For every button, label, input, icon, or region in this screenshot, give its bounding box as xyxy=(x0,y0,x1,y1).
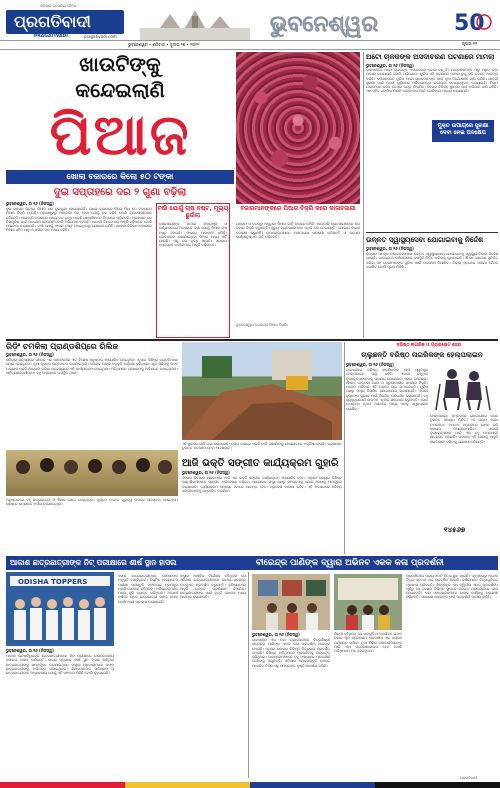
neet-story-body-1: ଆକାଶ ଇନଷ୍ଟିଚ୍ୟୁଟର ଛାତ୍ରଛାତ୍ରୀମାନେ ନିଟ୍ ପରୀକ୍ଷାରେ ଉଲ୍ଲେଖନୀୟ ସଫଳତା ହାସଲ କରିଛନ୍ତି। ରାଜ୍ୟ ସ୍ତରରେ ଶୀର୍ଷ ସ୍ଥାନ ହାସଲ କରିଥିବା ଛାତ୍ରଛାତ୍ରୀଙ୍କୁ ସମ୍ବର୍ଦ୍ଧିତ କରାଯାଇଥିଲା। ସଂସ୍ଥାର ଅଧିକାରୀମାନେ ସଫଳ ଛାତ୍ରଛାତ୍ରୀଙ୍କୁ ଅଭିନନ୍ଦନ ଜଣାଇଥିଲେ। ଶିକ୍ଷକମାନଙ୍କ ପରିଶ୍ରମ ଓ ଛାତ୍ରଛାତ୍ରୀଙ୍କ ଅଧ୍ୟବସାୟ ଯୋଗୁଁ ଏହି ସଫଳତା ମିଳିଛି ବୋଲି କୁହାଯାଇଛି। xyxy=(6,654,114,676)
event-story-headline: ରିଡ଼ିଂ ଚମକିଲା ପ୍ରାଣ୍ଡଶିପ୍‌ରେ ରିଲିଜ xyxy=(6,342,118,351)
monument-illustration xyxy=(140,6,250,40)
health-story-byline: ଭୁବନେଶ୍ୱର, ତା ୨୬ (ନିଜସ୍ୱ) xyxy=(366,246,414,251)
event-story-byline: ଭୁବନେଶ୍ୱର, ତା ୨୬ (ନିଜସ୍ୱ) xyxy=(6,352,54,357)
event-story-body-2: ଅନୁଷ୍ଠାନରେ ବହୁ ଛାତ୍ରଛାତ୍ରୀ ଓ ଶିକ୍ଷକ ଯୋଗ ଦେଇଥିଲେ। ପୁସ୍ତକ ପଠନର ଗୁରୁତ୍ୱ ଉପରେ ଆଲୋଚନା ହୋଇଥିଲା। ଶେଷରେ ଧନ୍ୟବାଦ ଅର୍ପଣ କରାଯାଇଥିଲା। xyxy=(6,498,178,507)
lead-byline: ଭୁବନେଶ୍ୱର, ତା ୨୬ (ନିଜସ୍ୱ) xyxy=(6,201,54,206)
helpline-byline: ଭୁବନେଶ୍ୱର, ତା ୨୬ (ନିଜସ୍ୱ) xyxy=(346,362,394,367)
neet-story-body-2: ସଫଳ ଛାତ୍ରଛାତ୍ରୀମାନେ ସେମାନଙ୍କ ଅନୁଭୂତି ବାଣ୍ଟିଥିଲେ। ନିୟମିତ ଅଭ୍ୟାସ ଓ ପରୀକ୍ଷା ପ୍ରସ୍ତୁତି ସଫଳତାର ମୂଳମନ୍ତ୍ର ବୋଲି ସେମାନେ କହିଥିଲେ। ଅଭିଭାବକମାନେ ମଧ୍ୟ ଖୁସି ବ୍ୟକ୍ତ କରିଥିଲେ। ଆଗାମୀ ବର୍ଷରେ ଅଧିକ ଛାତ୍ରଛାତ୍ରୀ ସଫଳ ହେବେ ବୋଲି ଆଶା ପ୍ରକାଶ କରାଯାଇଛି। xyxy=(118,574,178,604)
helpline-number: ୧୪୫୬୭ xyxy=(444,526,466,534)
helpline-body-right: ହେଲ୍ପଲାଇନ ନମ୍ବରରେ ଯୋଗାଯୋଗ କଲେ ତୁରନ୍ତ ସହାୟତା ମିଳିବ। ୨୪ ଘଣ୍ଟା ସେବା ଉପଲବ୍ଧ। ୧୪୫୬୭ ନମ୍ବରରେ ଫୋନ କରି ସହାୟତା ନିଆଯାଇପାରିବ। ଏକାକୀ ବୃଦ୍ଧବୃଦ୍ଧାଙ୍କ ପାଇଁ ଏହା ବହୁ ଉପଯୋଗୀ ସାବ୍ୟସ୍ତ ହୋଇଛି। ସରକାର ଏହି ସେବାକୁ ଆହୁରି ଶକ୍ତିଶାଳୀ କରିବାକୁ ଯୋଜନା କରିଛନ୍ତି। xyxy=(430,414,498,444)
neet-story-body-3: ସଂସ୍ଥାର ଆଞ୍ଚଳିକ ନିର୍ଦ୍ଦେଶକ କହିଥିଲେ ଯେ ଓଡ଼ିଶାର ଛାତ୍ରଛାତ୍ରୀମାନେ ଜାତୀୟ ସ୍ତରରେ ଉତ୍କୃଷ୍ଟ ପ୍ରଦର୍ଶନ କରୁଛନ୍ତି। ଭବିଷ୍ୟତରେ ଆହୁରି ଉନ୍ନତ ପ୍ରଶିକ୍ଷଣ ଦିଆଯିବ। ଛାତ୍ରଛାତ୍ରୀଙ୍କ ପାଇଁ ବୃତ୍ତି ଯୋଜନା ମଧ୍ୟ ଆରମ୍ଭ କରାଯାଇଛି। xyxy=(180,574,246,600)
lead-body: ଦୁଇ ସପ୍ତାହ ଭିତରେ ପିଆଜ ଦର ଦୁଇଗୁଣା ହୋଇଯାଇଛି। ଖୋଲା ବଜାରରେ କିଲୋ ପିଛା ୫୦ ଟଙ୍କାରେ ପିଆଜ ବିକ୍ରି ହେଉଛି। ମହାରାଷ୍ଟ୍ରରୁ ଆମଦାନୀ କମ୍ ହେବା ଯୋଗୁଁ ଦର ବଢ଼ିଛି ବୋଲି ବ୍ୟବସାୟୀମାନେ କହିଛନ୍ତି। ପାଇକାରି ବଜାରରେ ମଧ୍ୟ ଦର ବୃଦ୍ଧି ପାଇଛି। ଖାଉଟିମାନେ ଚିନ୍ତାରେ ପଡ଼ିଛନ୍ତି। ପ୍ରଶାସନ ଦର ନିୟନ୍ତ୍ରଣ ପାଇଁ ପଦକ୍ଷେପ ନେଉନାହିଁ ବୋଲି ଅଭିଯୋଗ ହେଉଛି। ଆଗାମୀ ଦିନରେ ଦର ଆହୁରି ବଢ଼ିପାରେ ବୋଲି ଆଶଙ୍କା କରାଯାଉଛି। ବର୍ଷା ଯୋଗୁଁ ଫସଲ ନଷ୍ଟ ହୋଇଥିବାରୁ ଯୋଗାଣ କମିଛି। ସହରର ବିଭିନ୍ନ ବଜାରରେ ପିଆଜ ସହିତ ଆଳୁ ଓ ପରିବା ଦର ମଧ୍ୟ ବଢ଼ିଛି। xyxy=(6,207,152,233)
sand-pile-photo xyxy=(182,342,342,440)
helpline-headline: ଚାଲୁଛନ୍ତି ବରିଷ୍ଠ ନାଗରିକଙ୍କ ହେଲ୍ପଲାଇନ xyxy=(361,351,483,359)
neet-story-headline: ଆକାଶ ଛାତ୍ରଛାତ୍ରୀଙ୍କ ନିଟ୍ ପରୀକ୍ଷାରେ ଶୀର୍ଷ ସ୍ଥାନ ହାସଲ xyxy=(6,556,246,570)
toppers-group-photo xyxy=(6,572,114,646)
anniversary-number: 50 xyxy=(454,11,485,36)
logo-subtitle: PRAGATIVADI xyxy=(34,34,68,39)
edition-name: ଭୁବନେଶ୍ୱର xyxy=(270,12,379,37)
anniversary-emblem xyxy=(440,6,494,38)
dateline: ଭୁବନେଶ୍ୱର • ଶନିବାର • ଜୁଲାଇ ୨୭ • ୨୦୨୨ xyxy=(128,42,200,47)
page-folio: ପ୍ରଗତିବାଦୀ xyxy=(460,776,478,780)
sidebar-box-2-body: ଗଞ୍ଜାମ ଓ କଟକରୁ ଆସୁଥିବା ପିଆଜ ଗାଡ଼ି ସଂଖ୍ୟା କମିଛି। ପାଇକାରି ବ୍ୟବସାୟୀମାନେ ଦର ବଢ଼ାଇ ବିକ୍ରି କରୁଛନ୍ତି। ଖୁଚୁରା ବ୍ୟବସାୟୀମାନେ ଅଧିକ ଦର ନେଉଛନ୍ତି। ଯୋଗାଣ ବିଭାଗ ତଦାରଖ କରୁନାହିଁ। ଉପଭୋକ୍ତାମାନେ ଅସନ୍ତୋଷ ପ୍ରକାଶ କରିଛନ୍ତି ଓ କଠୋର କାର୍ଯ୍ୟାନୁଷ୍ଠାନ ଦାବି କରିଛନ୍ତି। xyxy=(236,222,360,239)
toppers-banner-text: ODISHA TOPPERS xyxy=(18,578,88,586)
sidebar-box-1-headline: ବର୍ଷା ଯୋଗୁଁ ଚାଷ ନଷ୍ଟ, ମୂଲ୍ୟ ଛୁଉଁଲା xyxy=(157,205,229,219)
music-story-headline: ଆଜି ଭକ୍ତି ସଙ୍ଗୀତ କାର୍ଯ୍ୟକ୍ରମ ଗୁହାରି xyxy=(182,458,339,469)
neet-story-byline: ଭୁବନେଶ୍ୱର, ତା ୨୬ (ନିଜସ୍ୱ) xyxy=(6,648,54,653)
art-exhibition-photo-2 xyxy=(334,574,402,630)
helpline-body: ରାଜଧାନୀରେ ବରିଷ୍ଠ ନାଗରିକଙ୍କ ପାଇଁ ସ୍ୱତନ୍ତ୍ର ହେଲ୍ପଲାଇନ ଚାଲୁ ରହିଛି। ଏକାକୀ ରହୁଥିବା ବୃଦ୍ଧବୃଦ୍ଧାମାନଙ୍କୁ ସହାୟତା ଯୋଗାଇବା ଏହାର ଉଦ୍ଦେଶ୍ୟ। ଔଷଧ, ଡାକ୍ତରୀ ସେବା ଓ ଜରୁରୀକାଳୀନ ସହାୟତା ମିଳୁଛି। ଅନେକ ପରିବାର ଏହି ସେବାର ଲାଭ ଉଠାଉଛନ୍ତି। ପୁଲିସ ପକ୍ଷରୁ ମଧ୍ୟ ନିୟମିତ ଯୋଗାଯୋଗ ରଖାଯାଉଛି। ଏକାକୀ ବୃଦ୍ଧଙ୍କ ସୁରକ୍ଷା ପାଇଁ ନିୟମିତ ପରିଦର୍ଶନ କରାଯାଉଛି। ବହୁ ସ୍ୱେଚ୍ଛାସେବୀ ସଂଗଠନ ଏଥିରେ ସହଯୋଗ କରୁଛନ୍ତି। ସେବା ଉପଲବ୍ଧ ନଥିବା ଅଞ୍ଚଳରେ ମଧ୍ୟ ଏହାକୁ ସମ୍ପ୍ରସାରଣ କରାଯିବ। xyxy=(346,368,428,411)
lead-kicker-1: ଖାଉଟିଙ୍କୁ xyxy=(79,52,161,76)
sidebar-box-1-body: ବ୍ୟବସାୟୀଙ୍କ ମତରେ ମହାରାଷ୍ଟ୍ର ଓ କର୍ଣ୍ଣାଟକରେ ଅତ୍ୟଧିକ ବର୍ଷା ଯୋଗୁଁ ପିଆଜ ଚାଷ ନଷ୍ଟ ହୋଇଛି। ଫଳରେ ଆମଦାନୀ କମିଛି। ଗୋଦାମରେ ରଖାଯାଇଥିବା ପିଆଜ ମଧ୍ୟ ପଚି ଯାଉଛି। ଏଣୁ ଦର ବୃଦ୍ଧି ପାଉଛି। ସରକାର ହସ୍ତକ୍ଷେପ ନକଲେ ଦର ଆହୁରି ବଢ଼ିପାରେ। xyxy=(159,222,227,248)
art-story-byline: ଭୁବନେଶ୍ୱର, ତା ୨୬ (ନିଜସ୍ୱ) xyxy=(252,632,300,637)
art-exhibition-photo-1 xyxy=(252,574,330,630)
helpline-kicker: ବରିଷ୍ଠ ନାଗରିକ ଓ ପ୍ରାଇଭେଟ ସେବା xyxy=(396,343,462,348)
sidebar-box-2-caption: ଭୁବନେଶ୍ୱର ବଜାରରେ ପିଆଜ ବିକ୍ରି। xyxy=(236,323,289,327)
lead-headline: ପିଆଜ xyxy=(49,103,191,168)
health-story-headline: ଉନ୍ନତ ସ୍ୱାସ୍ଥ୍ୟସେବା ଯୋଗାଇବାକୁ ନିର୍ଦ୍ଦେଶ xyxy=(366,236,484,244)
lead-deck-subhead: ଦୁଇ ସପ୍ତାହରେ ଦର ୨ ଗୁଣା ବଢ଼ିଲା xyxy=(53,187,187,198)
event-group-photo xyxy=(6,450,178,496)
masthead-tagline: ଓଡ଼ିଶାର ଜନପ୍ରିୟ ଦୈନିକ xyxy=(40,4,77,8)
auto-story-headline: ଅଟୋ ଚାଳକଙ୍କ ଅସଦାଚରଣ ଘଟଣାରେ ମାମଲା xyxy=(366,53,495,61)
art-story-headline: ବୀରେନ୍ଦ୍ର ପାଣିଙ୍କ ଦ୍ୱାରା ଅଭିନବ ଏକକ କଳା ପ୍ରଦର୍ଶନୀ xyxy=(246,556,498,570)
music-story-body: ସହରର ରବୀନ୍ଦ୍ର ମଣ୍ଡପରେ ଆଜି ଏକ ଭକ୍ତି ସଙ୍ଗୀତ କାର୍ଯ୍ୟକ୍ରମ ଆୟୋଜିତ ହେବ। ଏଥିରେ ରାଜ୍ୟର ବିଶିଷ୍ଟ କଣ୍ଠଶିଳ୍ପୀମାନେ ସଙ୍ଗୀତ ପରିବେଷଣ କରିବେ। ଆୟୋଜକ ସଂସ୍ଥା ପକ୍ଷରୁ ସମସ୍ତଙ୍କୁ ଯୋଗ ଦେବାକୁ ଆମନ୍ତ୍ରଣ କରାଯାଇଛି। କାର୍ଯ୍ୟକ୍ରମ ସନ୍ଧ୍ୟା ୬ଟାରେ ଆରମ୍ଭ ହେବ। ପ୍ରବେଶ ମାଗଣା ରହିବ। ଏହି ଅବସରରେ ବରିଷ୍ଠ ସଙ୍ଗୀତଜ୍ଞଙ୍କୁ ସମ୍ମାନିତ କରାଯିବ। xyxy=(182,476,342,493)
elderly-couple-illustration xyxy=(430,364,496,412)
auto-story-body: ରାଜଧାନୀରେ ଅଟୋ ଚାଳକଙ୍କ ଅସଦାଚରଣ ଘଟଣା ବଢ଼ୁଛି। ଯାତ୍ରୀମାନଙ୍କ ଠାରୁ ଅଧିକ ଭଡ଼ା ଆଦାୟ କରାଯାଉଛି ବୋଲି ଅଭିଯୋଗ। ପୁଲିସ ଏହି ଘଟଣାରେ ମାମଲା ରୁଜୁ କରି ତଦନ୍ତ ଆରମ୍ଭ କରିଛି। କମିଶନରେଟ ପୁଲିସ ଅଟୋ ଚାଳକମାନଙ୍କ ପାଇଁ ନୂଆ ନିର୍ଦ୍ଦେଶନାମା ଜାରି କରିଛି। ଯାତ୍ରୀ ସୁରକ୍ଷା ପାଇଁ ଅଟୋ ଗୁଡ଼ିକରେ ପରିଚୟପତ୍ର ଲଗାଇବା ବାଧ୍ୟତାମୂଳକ କରାଯାଇଛି। ନିୟମ ଉଲ୍ଲଂଘନ କଲେ କଠୋର ଦଣ୍ଡ ଦିଆଯିବ। ସହରର ବିଭିନ୍ନ ସ୍ଥାନରେ ଯାଞ୍ଚ ଅଭିଯାନ ଜାରି ରହିଛି। ଏହା ସହିତ ଟ୍ରାଫିକ ନିୟମ ଉଲ୍ଲଂଘନ ପାଇଁ ଜୋରିମାନା ଆଦାୟ କରାଯାଉଛି। xyxy=(366,68,498,94)
auto-story-callout: ମୁକ୍ତ ଉପାୟରେ ସୁରକ୍ଷା ଦେବା ନେଇ ପଦକ୍ଷେପ xyxy=(432,120,494,142)
auto-story-byline: ଭୁବନେଶ୍ୱର, ତା ୨୬ (ନିଜସ୍ୱ) xyxy=(366,63,414,68)
art-story-body-2: ଶିଳ୍ପୀ କହିଥିଲେ ଯେ ପ୍ରକୃତି ଓ ଜନଜୀବନ ତାଙ୍କ କଳାର ମୂଳ ପ୍ରେରଣା। ପ୍ରଦର୍ଶନୀ ଏକ ସପ୍ତାହ ପର୍ଯ୍ୟନ୍ତ ଚାଲିବ। ନୂଆ ପିଢ଼ିର କଳାକାରମାନଙ୍କ ପାଇଁ ଏହା ପ୍ରେରଣାଦାୟକ ହେବ ବୋଲି ଅତିଥିମାନେ ମତ ଦେଇଥିଲେ। xyxy=(334,632,402,654)
website-url: pragativadi.com xyxy=(84,34,117,39)
art-story-body-3: ପ୍ରଦର୍ଶନୀରେ ପ୍ରାୟ ୫୦ଟି ଚିତ୍ର ସ୍ଥାନ ପାଇଛି। ଏଥିମଧ୍ୟରୁ ଅନେକ ଚିତ୍ର ପ୍ରଥମ ଥର ପ୍ରଦର୍ଶିତ ହେଉଛି। ଦର୍ଶକମାନେ ଚିତ୍ରଗୁଡ଼ିକର ପ୍ରଶଂସା କରିଛନ୍ତି। ଶିଳ୍ପୀଙ୍କ ଏହା ଦ୍ୱିତୀୟ ଏକକ ପ୍ରଦର୍ଶନୀ। ପୂର୍ବରୁ ସେ ଦେଶର ବିଭିନ୍ନ ସ୍ଥାନରେ ଦଳଗତ ପ୍ରଦର୍ଶନୀରେ ଭାଗ ନେଇଛନ୍ତି। କଳା ସମାଲୋଚକମାନେ ତାଙ୍କ କାର୍ଯ୍ୟକୁ ପ୍ରଶଂସା କରିଛନ୍ତି। ସାଧାରଣ ଲୋକଙ୍କ ପାଇଁ ପ୍ରଦର୍ଶନୀ ମାଗଣା ରହିଛି। xyxy=(406,574,498,600)
page-number: ପୃଷ୍ଠା-୧୧ xyxy=(462,41,478,46)
newspaper-logo: ପ୍ରଗତିବାଦୀ xyxy=(6,10,124,34)
lead-deck-banner: ଖୋଲା ବଜାରରେ କିଲୋ ୫୦ ଟଙ୍କା xyxy=(6,170,234,184)
music-story-byline: ଭୁବନେଶ୍ୱର, ତା ୨୬ (ନିଜସ୍ୱ) xyxy=(182,470,230,475)
color-registration-strip xyxy=(0,782,500,788)
art-story-body-1: ରାଜଧାନୀର ଏକ କଳା ଗ୍ୟାଲେରୀରେ ଚିତ୍ରଶିଳ୍ପୀ ବୀରେନ୍ଦ୍ର ପାଣିଙ୍କ ଏକକ କଳା ପ୍ରଦର୍ଶନୀ ଆରମ୍ଭ ହୋଇଛି। ଏଥିରେ ତାଙ୍କର ବିଭିନ୍ନ ଚିତ୍ରକଳା ପ୍ରଦର୍ଶିତ ହୋଇଛି। ବିଶିଷ୍ଟ ଅତିଥିମାନେ ପ୍ରଦର୍ଶନୀକୁ ଉଦ୍‌ଘାଟନ କରିଥିଲେ। କଳାପ୍ରେମୀମାନେ ବହୁ ସଂଖ୍ୟାରେ ପ୍ରଦର୍ଶନୀ ଦେଖିବାକୁ ଆସୁଛନ୍ତି। ଓଡ଼ିଶାର ଲୋକସଂସ୍କୃତି ଉପରେ ଆଧାରିତ ଚିତ୍ର ସବୁ ସମସ୍ତଙ୍କ ଦୃଷ୍ଟି ଆକର୍ଷଣ କରିଛି। xyxy=(252,638,330,668)
onion-pile-photo xyxy=(236,52,360,204)
lead-kicker-2: କନ୍ଦେଇଲାଣି xyxy=(75,78,165,102)
health-story-body: ରାଜ୍ୟର ସମସ୍ତ ଡାକ୍ତରଖାନାରେ ଉନ୍ନତ ସ୍ୱାସ୍ଥ୍ୟସେବା ଯୋଗାଇବାକୁ ସ୍ୱାସ୍ଥ୍ୟ ବିଭାଗ ନିର୍ଦ୍ଦେଶ ଦେଇଛି। ଡାକ୍ତର ଓ କର୍ମଚାରୀଙ୍କ ଉପସ୍ଥିତି ନିଶ୍ଚିତ କରିବାକୁ କୁହାଯାଇଛି। ଔଷଧ ଯୋଗାଣ ସୁନିଶ୍ଚିତ କରିବା ସହ ରୋଗୀମାନଙ୍କ ସୁବିଧା ପାଇଁ ପଦକ୍ଷେପ ନିଆଯିବ। ଜିଲ୍ଲା ସ୍ତରରେ ସମୀକ୍ଷା ବୈଠକ କରାଯିବ ବୋଲି ସୂଚନା ମିଳିଛି। xyxy=(366,252,498,269)
sand-photo-caption: ଏହି ସ୍ଥାନରେ ବାଲି ଗଦା କରାଯାଇଛି। ରାସ୍ତା ପାଖରେ ଏଭଳି ବାଲି ରଖାଯିବାରୁ ଯାତାୟାତରେ ଅସୁବିଧା ହେଉଛି। ପ୍ରଶାସନ ତୁରନ୍ତ ପଦକ୍ଷେପ ନେବା ଆବଶ୍ୟକ। xyxy=(182,442,342,451)
sidebar-box-2-headline: ବଜାରମାନଙ୍କରେ ପିଆଜ ବିକ୍ରି କରେ କାଳାବଜାରୀ xyxy=(240,205,356,212)
event-story-body: ଶନିବାର ସନ୍ଧ୍ୟାରେ ସହରର ଏକ ହୋଟେଲରେ ଏକ ବିଶେଷ ଅନୁଷ୍ଠାନ ଆୟୋଜିତ ହୋଇଥିଲା। ଏଥିରେ ବିଶିଷ୍ଟ ବ୍ୟକ୍ତିମାନେ ଯୋଗ ଦେଇଥିଲେ। ନୂଆ ପୁସ୍ତକ ଉନ୍ମୋଚନ କରାଯାଇଥିଲା। ଲେଖକ ତାଙ୍କ ଅନୁଭୂତି ବର୍ଣ୍ଣନା କରିଥିଲେ। ଯୁବ ପିଢ଼ିଙ୍କୁ ପଠନ ଅଭ୍ୟାସ ପ୍ରତି ଆଗ୍ରହୀ କରିବା ଉଦ୍ଦେଶ୍ୟରେ ଏହି କାର୍ଯ୍ୟକ୍ରମ ହୋଇଥିଲା। ଅତିଥିମାନେ ଲେଖକଙ୍କୁ ଅଭିନନ୍ଦନ ଜଣାଇଥିଲେ। ସାହିତ୍ୟପ୍ରେମୀମାନେ ବହୁ ସଂଖ୍ୟାରେ ଉପସ୍ଥିତ ଥିଲେ। xyxy=(6,358,178,375)
